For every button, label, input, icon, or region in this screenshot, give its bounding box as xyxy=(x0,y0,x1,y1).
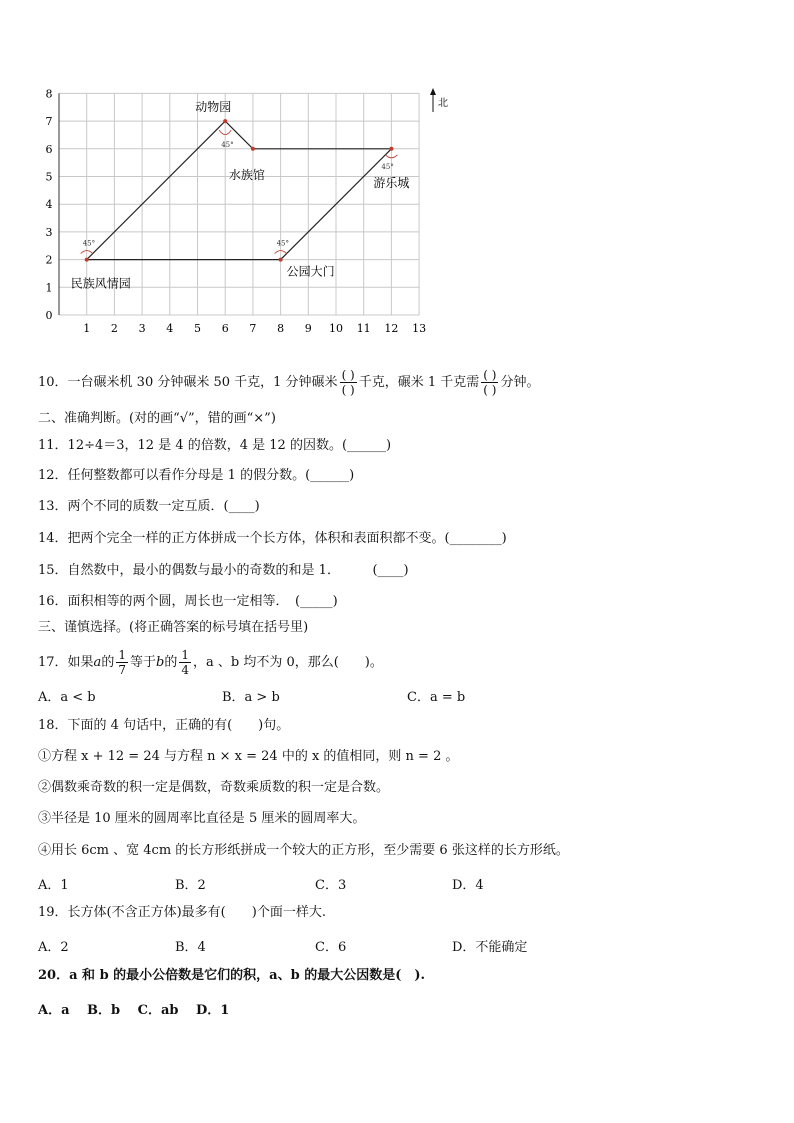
place-label: 公园大门 xyxy=(286,264,335,279)
angle-label: 45° xyxy=(381,162,394,171)
question-12: 12．任何整数都可以看作分母是 1 的假分数。(______) xyxy=(38,468,355,483)
q18-option-a: A．1 xyxy=(38,878,69,893)
q18-statement-3: ③半径是 10 厘米的圆周率比直径是 5 厘米的圆周率大。 xyxy=(38,811,366,826)
place-label: 水族馆 xyxy=(228,167,265,182)
y-tick-label: 8 xyxy=(45,87,53,101)
place-point xyxy=(251,147,255,151)
q18-statement-1: ①方程 x + 12 = 24 与方程 n × x = 24 中的 x 的值相同，则 n = 2 。 xyxy=(38,749,459,764)
x-tick-label: 4 xyxy=(166,322,174,335)
x-tick-label: 7 xyxy=(249,322,257,335)
y-tick-label: 6 xyxy=(45,142,53,156)
q17-option-b: B．a > b xyxy=(222,690,280,705)
x-tick-label: 12 xyxy=(384,322,399,335)
question-10: 10．一台碾米机 30 分钟碾米 50 千克，1 分钟碾米 $\frac{( )}{( )}$ 千克，碾米 1 千克需 $\frac{( )}{( )}$ 分钟。 xyxy=(38,368,540,397)
question-19: 19．长方体(不含正方体)最多有( )个面一样大. xyxy=(38,905,326,920)
x-tick-label: 13 xyxy=(412,322,427,335)
x-tick-label: 11 xyxy=(356,322,371,335)
y-tick-label: 4 xyxy=(45,198,53,212)
question-18: 18．下面的 4 句话中，正确的有( )句。 xyxy=(38,718,290,733)
q18-statement-4: ④用长 6cm 、宽 4cm 的长方形纸拼成一个较大的正方形，至少需要 6 张这样的长方形纸。 xyxy=(38,843,569,858)
place-label: 民族风情园 xyxy=(70,276,131,291)
x-tick-label: 3 xyxy=(138,322,146,335)
coordinate-map xyxy=(30,80,450,340)
place-label: 动物园 xyxy=(195,100,232,115)
north-arrow xyxy=(430,88,448,112)
place-point xyxy=(223,119,227,123)
x-tick-label: 10 xyxy=(329,322,343,335)
y-tick-label: 5 xyxy=(45,170,53,184)
place-label: 游乐城 xyxy=(373,175,410,190)
route-lines xyxy=(87,121,392,260)
q19-option-b: B．4 xyxy=(175,940,206,955)
angle-label: 45° xyxy=(221,141,234,150)
x-tick-label: 8 xyxy=(277,322,285,335)
y-tick-label: 0 xyxy=(45,309,53,322)
question-14: 14．把两个完全一样的正方体拼成一个长方体，体积和表面积都不变。(________) xyxy=(38,531,507,546)
q20-options: A．a B．b C．ab D．1 xyxy=(38,1003,230,1018)
x-tick-label: 9 xyxy=(304,322,312,335)
x-tick-label: 1 xyxy=(83,322,91,335)
x-tick-label: 2 xyxy=(110,322,118,335)
place-point xyxy=(85,258,89,262)
question-16: 16．面积相等的两个圆，周长也一定相等． (_____) xyxy=(38,594,338,609)
y-tick-label: 2 xyxy=(45,253,53,267)
angle-label: 45° xyxy=(82,239,96,248)
angle-label: 45° xyxy=(276,239,290,248)
section-3-title: 三、谨慎选择。(将正确答案的标号填在括号里) xyxy=(38,620,309,635)
x-tick-label: 6 xyxy=(221,322,229,335)
place-point xyxy=(389,147,393,151)
question-15: 15．自然数中，最小的偶数与最小的奇数的和是 1． (____) xyxy=(38,563,409,578)
question-11: 11．12÷4＝3，12 是 4 的倍数，4 是 12 的因数。(______) xyxy=(38,438,392,453)
question-17: 17．如果a的 $\frac{1}{7}$ 等于b的 $\frac{1}{4}$ ，a 、b 均不为 0，那么( )。 xyxy=(38,648,383,677)
q18-statement-2: ②偶数乘奇数的积一定是偶数，奇数乘质数的积一定是合数。 xyxy=(38,780,390,795)
x-tick-label: 5 xyxy=(194,322,201,335)
q19-option-a: A．2 xyxy=(38,940,69,955)
q18-option-c: C．3 xyxy=(315,878,347,893)
place-labels xyxy=(71,99,410,291)
question-13: 13．两个不同的质数一定互质．(____) xyxy=(38,499,260,514)
q19-option-d: D．不能确定 xyxy=(452,940,528,955)
q19-option-c: C．6 xyxy=(315,940,347,955)
y-tick-label: 3 xyxy=(45,225,53,239)
y-tick-label: 7 xyxy=(45,115,53,129)
q18-option-b: B．2 xyxy=(175,878,206,893)
place-point xyxy=(279,258,283,262)
q17-option-a: A．a < b xyxy=(38,690,96,705)
q17-option-c: C．a = b xyxy=(407,690,466,705)
svg-text:北: 北 xyxy=(438,98,448,109)
y-tick-label: 1 xyxy=(45,281,53,295)
question-20: 20．a 和 b 的最小公倍数是它们的积，a、b 的最大公因数是( ). xyxy=(38,968,426,983)
q18-option-d: D．4 xyxy=(452,878,484,893)
section-2-title: 二、准确判断。(对的画“√”，错的画“×”) xyxy=(38,411,276,426)
map-ticks xyxy=(46,87,427,335)
